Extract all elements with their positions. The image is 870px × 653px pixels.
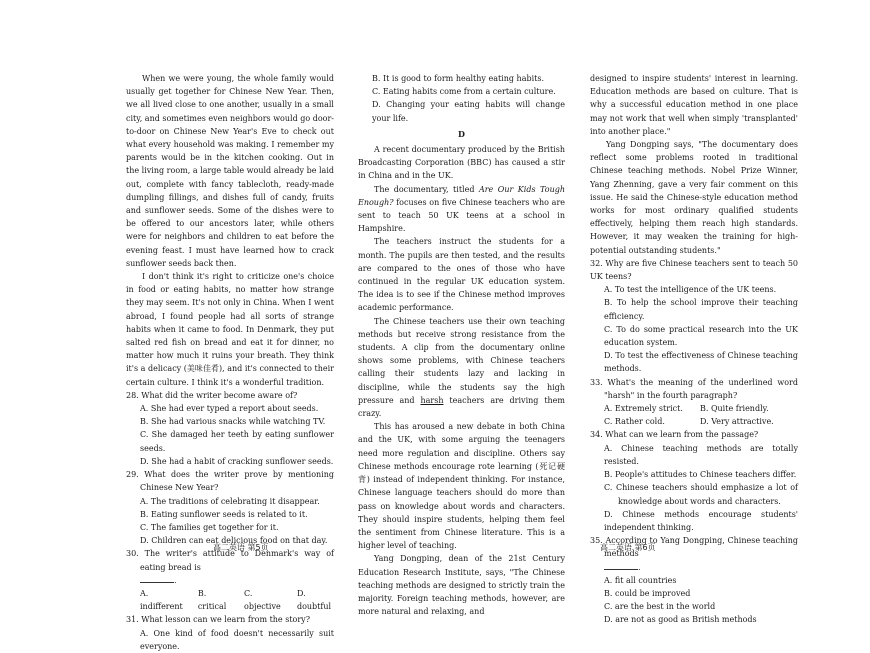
answer-blank xyxy=(140,574,174,583)
options-row-1 xyxy=(590,402,798,415)
question-28 xyxy=(126,389,334,468)
passage-d-paragraph-3: The teachers instruct the students for a month. The pupils are then tested, and the results are compared to the ones of those who have continued in the regular UK education system. The idea is to see if the Chinese method improves academic performance. xyxy=(358,237,565,313)
column-middle xyxy=(358,72,565,618)
option-d: D. Chinese methods encourage students' independent thinking. xyxy=(604,509,798,532)
option-a: A. Chinese teaching methods are totally resisted. xyxy=(604,443,798,466)
page-footer-left: 高二英语 第5页 xyxy=(213,543,269,552)
passage-d-paragraph-4: The Chinese teachers use their own teaching methods but receive strong resistance from the students. A clip from the documentary online shows some problems, with Chinese teachers calling their students lazy and lacking in discipline, while the students say the high pressure and harsh teachers are driving them crazy. xyxy=(358,316,566,419)
question-34 xyxy=(590,428,798,534)
option-b: B. She had various snacks while watching TV. xyxy=(140,417,326,427)
option-d: D. To test the effectiveness of Chinese teaching methods. xyxy=(604,351,798,374)
underlined-word: harsh xyxy=(420,395,444,405)
passage-d-paragraph-6-cont: designed to inspire students' interest in learning. Education methods are based on culture. That is why a successful education method in one place may not work that well when simply 'transplanted' into another place." xyxy=(590,74,798,136)
question-stem: 35. According to Yang Dongping, Chinese teaching methods . xyxy=(590,536,798,572)
passage-d-paragraph-1: A recent documentary produced by the British Broadcasting Corporation (BBC) has caused a stir in China and in the UK. xyxy=(358,145,565,181)
passage-c-paragraph-1: When we were young, the whole family would usually get together for Chinese New Year. Then, we all lived close to one another, usually in a small city, and sometimes even neighbors would go door-to-door on Chinese New Year's Eve to check out what every household was making. I remember my parents would be in the kitchen cooking. Out in the living room, a large table would already be laid out, complete with fancy tablecloth, ready-made dumpling fillings, and dishes full of candy, fruits and sunflower seeds. Some of the dishes were to be offered to our ancestors later, while others were for neighbors and children to eat before the evening feast. I must have learned how to crack sunflower seeds back then. xyxy=(126,74,334,268)
option-d: D. Children can eat delicious food on that day. xyxy=(140,536,328,546)
option-c: C. Chinese teachers should emphasize a lot of knowledge about words and characters. xyxy=(604,483,798,506)
question-29 xyxy=(126,468,334,547)
page-footer-right: 高二英语 第6页 xyxy=(600,543,656,552)
option-b: B. To help the school improve their teaching efficiency. xyxy=(604,298,798,321)
option-d: D. Very attractive. xyxy=(700,417,774,427)
option-a: A. One kind of food doesn't necessarily suit everyone. xyxy=(140,628,334,651)
answer-blank xyxy=(604,561,638,570)
question-31-option-d: D. Changing your eating habits will change your life. xyxy=(372,100,565,123)
option-a: A. To test the intelligence of the UK teens. xyxy=(604,285,777,295)
option-c: C. Rather cold. xyxy=(604,417,665,427)
question-31-option-c: C. Eating habits come from a certain culture. xyxy=(372,87,556,97)
question-stem: 30. The writer's attitude to Denmark's way of eating bread is . xyxy=(126,549,334,585)
option-a: A. indifferent xyxy=(140,588,183,612)
option-d: D. She had a habit of cracking sunflower seeds. xyxy=(140,456,334,466)
option-c: C. The families get together for it. xyxy=(140,522,279,532)
option-a: A. Extremely strict. xyxy=(604,404,683,414)
question-33 xyxy=(590,376,798,429)
documentary-title: Are Our Kids Tough Enough? xyxy=(358,184,566,207)
option-b: B. Eating sunflower seeds is related to it. xyxy=(140,509,308,519)
question-stem: 29. What does the writer prove by mentioning Chinese New Year? xyxy=(126,470,334,493)
option-c: C. To do some practical research into the UK education system. xyxy=(604,324,798,348)
question-31-option-b: B. It is good to form healthy eating habits. xyxy=(372,74,545,83)
option-a: A. fit all countries xyxy=(604,575,677,585)
question-30 xyxy=(126,547,334,613)
question-stem: 34. What can we learn from the passage? xyxy=(590,430,759,440)
options-row xyxy=(126,587,334,613)
option-a: A. She had ever typed a report about seeds. xyxy=(140,404,319,414)
question-stem: 32. Why are five Chinese teachers sent to teach 50 UK teens? xyxy=(590,258,798,282)
option-d: D. doubtful xyxy=(296,588,332,612)
passage-d-paragraph-5: This has aroused a new debate in both China and the UK, with some arguing the teenagers need more regulation and discipline. Others say Chinese methods encourage rote learning (死记硬背) instead of independent thinking. For instance, Chinese language teachers should do more than pass on knowledge about words and characters. They should inspire students, helping them feel the sentiment from Chinese literature. This is a higher level of teaching. xyxy=(358,422,565,551)
passage-d-paragraph-7: Yang Dongping says, "The documentary does reflect some problems rooted in traditional Chinese teaching methods. Nobel Prize Winner, Yang Zhenning, gave a very fair comment on this issue. He said the Chinese-style education method works for most ordinary qualified students effectively, helping them reach high standards. However, it may weaken the training for high-potential outstanding students." xyxy=(590,140,798,255)
column-left xyxy=(126,72,334,653)
section-heading-d: D xyxy=(458,128,465,139)
option-a: A. The traditions of celebrating it disappear. xyxy=(140,496,320,506)
option-b: B. critical xyxy=(197,588,227,612)
question-31 xyxy=(126,613,334,653)
passage-c-paragraph-2: I don't think it's right to criticize one's choice in food or eating habits, no matter how strange they may seem. It's not only in China. When I went abroad, I found people had all sorts of strange habits when it came to food. In Denmark, they put salted red fish on bread and eat it for dinner, no matter how much it ruins your breath. They think it's a delicacy (美味佳肴), and it's connected to their certain culture. I think it's a wonderful tradition. xyxy=(126,272,334,387)
option-b: B. Quite friendly. xyxy=(700,404,769,414)
passage-d-paragraph-2: The documentary, titled Are Our Kids Tough Enough? focuses on five Chinese teachers who are sent to teach 50 UK teens at a school in Hampshire. xyxy=(358,184,566,234)
options-row-2 xyxy=(590,415,798,428)
option-b: B. could be improved xyxy=(604,588,691,598)
option-d: D. are not as good as British methods xyxy=(604,615,757,625)
question-stem: 31. What lesson can we learn from the story? xyxy=(126,615,310,625)
option-c: C. She damaged her teeth by eating sunflower seeds. xyxy=(140,430,334,453)
option-b: B. People's attitudes to Chinese teachers differ. xyxy=(604,470,797,480)
option-c: C. are the best in the world xyxy=(604,602,716,612)
question-32 xyxy=(590,257,798,376)
option-c: C. objective xyxy=(244,588,281,612)
question-stem: 33. What's the meaning of the underlined word "harsh" in the fourth paragraph? xyxy=(590,377,798,400)
question-stem: 28. What did the writer become aware of? xyxy=(126,390,298,400)
passage-d-paragraph-6: Yang Dongping, dean of the 21st Century Education Research Institute, says, "The Chinese teaching methods are designed to strictly train the majority. Foreign teaching methods, however, are more natural and relaxing, and xyxy=(358,554,565,617)
